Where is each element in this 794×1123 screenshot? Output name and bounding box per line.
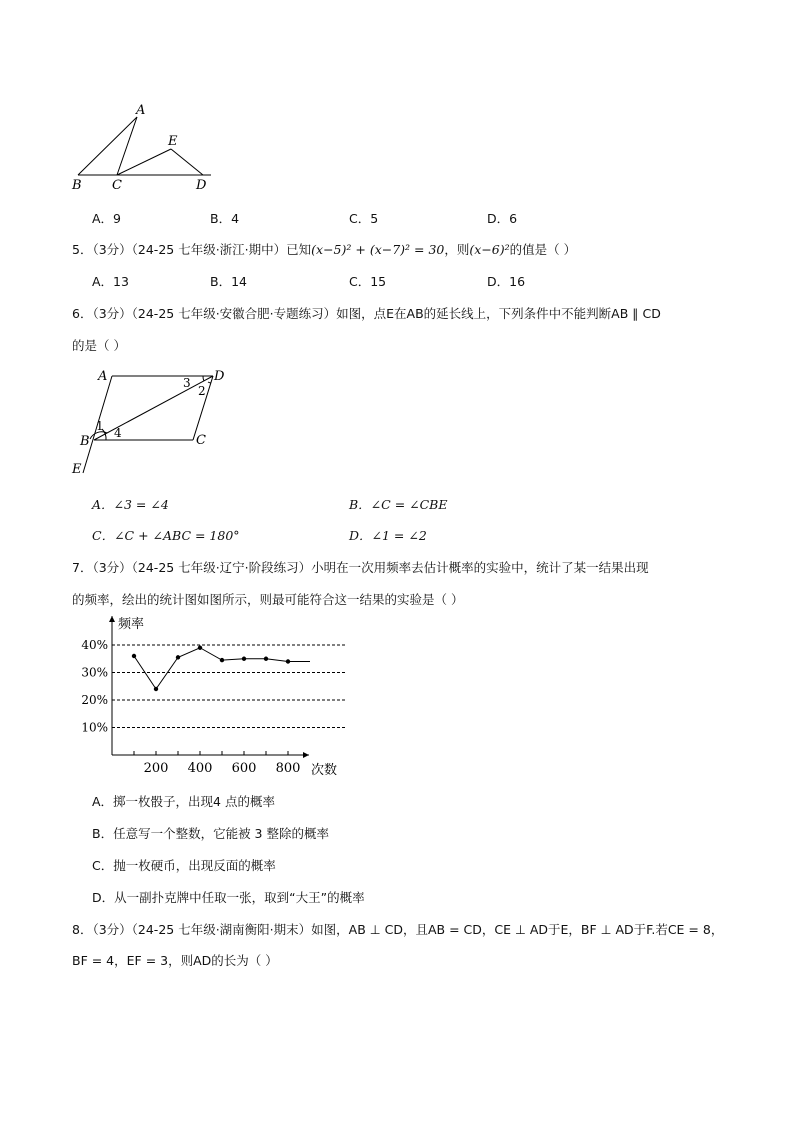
data-point bbox=[286, 659, 290, 663]
angle-1: 1 bbox=[96, 419, 104, 433]
x-tick-label: 600 bbox=[231, 761, 257, 776]
q5-equation: (x−5)² + (x−7)² = 30 bbox=[311, 242, 445, 257]
y-tick-label: 10% bbox=[81, 720, 108, 735]
y-tick-label: 20% bbox=[81, 693, 108, 707]
q4-option-a[interactable]: A．9 bbox=[92, 211, 122, 226]
data-point bbox=[154, 687, 158, 691]
q7-option-d[interactable]: D．从一副扑克牌中任取一张，取到“大王”的概率 bbox=[92, 890, 365, 905]
label-A: A bbox=[98, 369, 108, 384]
y-tick-label: 40% bbox=[81, 638, 108, 652]
q8-stem-line2: BF = 4，EF = 3，则AD的长为（ ） bbox=[72, 953, 278, 968]
q5-option-a[interactable]: A．13 bbox=[92, 274, 129, 289]
label-D: D bbox=[196, 178, 207, 193]
q5-mid: ，则 bbox=[444, 242, 470, 257]
q5-option-d[interactable]: D．16 bbox=[487, 274, 526, 289]
q6-option-a[interactable]: A．∠3 = ∠4 bbox=[92, 497, 169, 512]
label-E: E bbox=[72, 462, 82, 477]
q8-stem-line1: 8．（3分）（24-25 七年级·湖南衡阳·期末）如图，AB ⊥ CD，且AB = CD，CE ⊥ AD于E，BF ⊥ AD于F.若CE = 8， bbox=[72, 922, 724, 937]
label-B: B bbox=[72, 178, 82, 193]
label-B: B bbox=[80, 434, 90, 449]
q7-option-c[interactable]: C．抛一枚硬币，出现反面的概率 bbox=[92, 858, 276, 873]
angle-3: 3 bbox=[183, 376, 191, 390]
q5-suffix: 的值是（ ） bbox=[509, 242, 577, 257]
data-point bbox=[132, 654, 136, 658]
q5-expression: (x−6)² bbox=[469, 242, 510, 257]
label-A: A bbox=[136, 103, 146, 118]
triangle-figure-q4 bbox=[66, 98, 226, 194]
data-point bbox=[198, 646, 202, 650]
label-D: D bbox=[214, 369, 225, 384]
q6-stem-line2: 的是（ ） bbox=[72, 338, 126, 353]
x-axis-arrow bbox=[303, 752, 309, 758]
q6-stem-line1: 6．（3分）（24-25 七年级·安徽合肥·专题练习）如图，点E在AB的延长线上，下列条件中不能判断AB ∥ CD bbox=[72, 306, 661, 321]
q6-option-b[interactable]: B．∠C = ∠CBE bbox=[349, 497, 448, 512]
data-point bbox=[264, 657, 268, 661]
q6-option-d[interactable]: D．∠1 = ∠2 bbox=[349, 528, 427, 543]
parallelogram-figure-q6 bbox=[66, 363, 236, 478]
y-axis-label: 频率 bbox=[118, 617, 145, 632]
label-E: E bbox=[168, 134, 178, 149]
q4-option-b[interactable]: B．4 bbox=[210, 211, 240, 226]
q5-option-c[interactable]: C．15 bbox=[349, 274, 387, 289]
data-point bbox=[242, 657, 246, 661]
y-axis-arrow bbox=[109, 616, 115, 622]
q5-prefix: 5．（3分）（24-25 七年级·浙江·期中）已知 bbox=[72, 242, 312, 257]
q5-option-b[interactable]: B．14 bbox=[210, 274, 247, 289]
q6-option-c[interactable]: C．∠C + ∠ABC = 180° bbox=[92, 528, 240, 543]
data-point bbox=[176, 655, 180, 659]
x-tick-label: 800 bbox=[275, 761, 301, 776]
q7-option-b[interactable]: B．任意写一个整数，它能被 3 整除的概率 bbox=[92, 826, 329, 841]
x-tick-label: 200 bbox=[143, 761, 169, 776]
frequency-line-chart bbox=[66, 612, 346, 782]
angle-4: 4 bbox=[114, 426, 122, 440]
y-tick-label: 30% bbox=[81, 665, 108, 680]
q4-option-d[interactable]: D．6 bbox=[487, 211, 518, 226]
label-C: C bbox=[112, 178, 122, 193]
q7-option-a[interactable]: A．掷一枚骰子，出现4 点的概率 bbox=[92, 794, 275, 809]
q7-stem-line2: 的频率，绘出的统计图如图所示，则最可能符合这一结果的实验是（ ） bbox=[72, 592, 464, 607]
x-tick-label: 400 bbox=[187, 761, 213, 776]
q7-stem-line1: 7．（3分）（24-25 七年级·辽宁·阶段练习）小明在一次用频率去估计概率的实验中，统计了某一结果出现 bbox=[72, 560, 649, 575]
q4-option-c[interactable]: C．5 bbox=[349, 211, 379, 226]
angle-2: 2 bbox=[198, 384, 206, 398]
label-C: C bbox=[196, 433, 206, 448]
q5-stem bbox=[72, 240, 576, 258]
data-point bbox=[220, 658, 224, 662]
x-axis-label: 次数 bbox=[311, 763, 338, 778]
series-line bbox=[134, 648, 310, 689]
